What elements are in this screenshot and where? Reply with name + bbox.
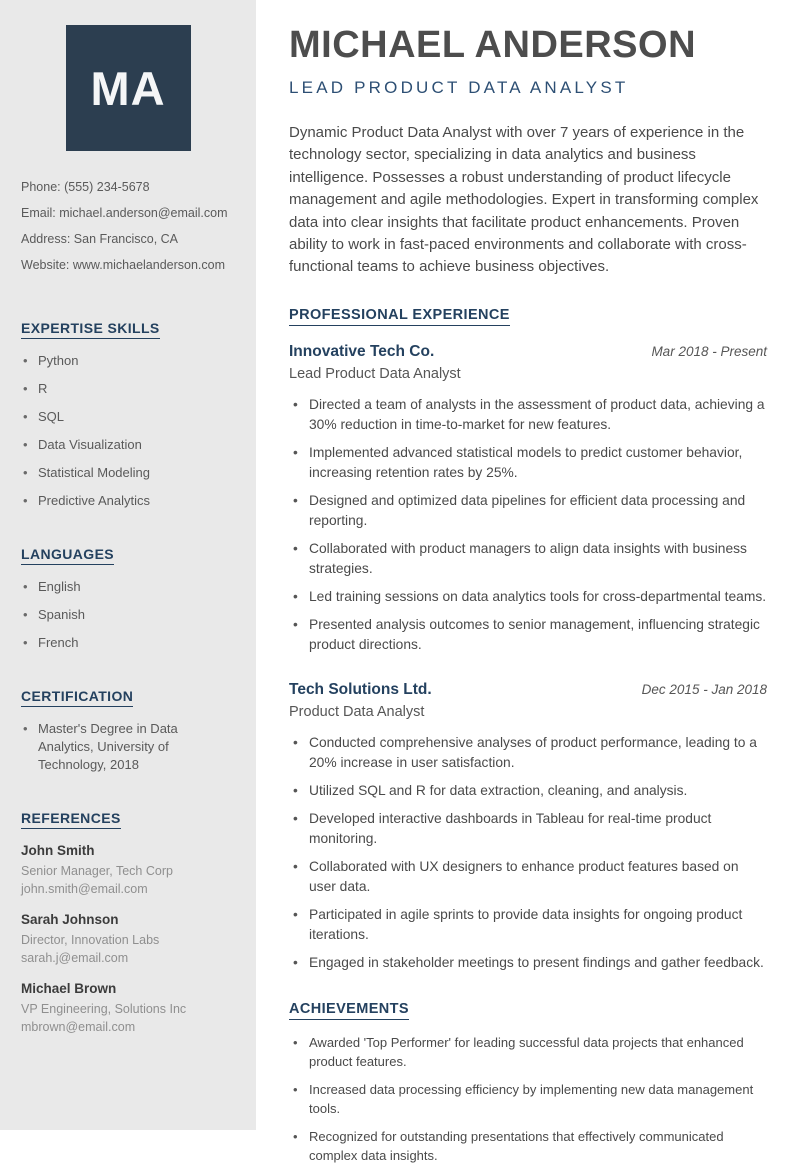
references-heading: REFERENCES (21, 810, 121, 829)
skill-item: • Predictive Analytics (21, 492, 235, 510)
skill-item: • R (21, 380, 235, 398)
job-dates: Mar 2018 - Present (651, 343, 767, 359)
section-references (21, 810, 235, 1036)
job-company: Innovative Tech Co. (289, 342, 435, 360)
job-company: Tech Solutions Ltd. (289, 680, 432, 698)
expertise-skills-heading: EXPERTISE SKILLS (21, 320, 160, 339)
job-dates: Dec 2015 - Jan 2018 (641, 681, 767, 697)
job-bullet: • Implemented advanced statistical models to predict customer behavior, increasing retention rates by 25%. (289, 443, 767, 483)
reference-email: sarah.j@email.com (21, 951, 129, 965)
language-item: • French (21, 634, 235, 652)
skill-item: • Data Visualization (21, 436, 235, 454)
job-entry (289, 681, 767, 973)
profile-summary: Dynamic Product Data Analyst with over 7 years of experience in the technology sector, specializing in data analytics and business intelligence. Possesses a robust understanding of product lifecycle management and agile methodologies. Expert in transforming complex data into clear insights that facilitate product enhancements. Proven ability to work in fast-paced environments and collaborate with cross-functional teams to achieve business objectives. (289, 124, 759, 276)
job-entry (289, 343, 767, 655)
job-bullet: • Led training sessions on data analytics tools for cross-departmental teams. (289, 587, 767, 607)
contact-website: Website: www.michaelanderson.com (21, 258, 226, 272)
job-bullet: • Collaborated with product managers to align data insights with business strategies. (289, 539, 767, 579)
candidate-title: LEAD PRODUCT DATA ANALYST (289, 78, 629, 97)
job-bullet: • Engaged in stakeholder meetings to present findings and gather feedback. (289, 953, 767, 973)
job-bullet: • Directed a team of analysts in the assessment of product data, achieving a 30% reduction in time-to-market for new features. (289, 395, 767, 435)
language-item: • English (21, 578, 235, 596)
reference-email: john.smith@email.com (21, 882, 148, 896)
resume-main (289, 0, 767, 1174)
section-expertise-skills (21, 320, 235, 510)
experience-heading: PROFESSIONAL EXPERIENCE (289, 307, 510, 326)
job-bullet-list (289, 733, 767, 973)
section-languages (21, 546, 235, 652)
languages-list (21, 578, 235, 652)
reference-name: John Smith (21, 843, 95, 858)
language-item: • Spanish (21, 606, 235, 624)
job-role: Product Data Analyst (289, 703, 425, 720)
job-bullet: • Presented analysis outcomes to senior management, influencing strategic product directions. (289, 615, 767, 655)
reference-role: Director, Innovation Labs (21, 933, 160, 947)
achievements-list (289, 1033, 767, 1165)
reference-email: mbrown@email.com (21, 1020, 136, 1034)
contact-info (21, 174, 235, 278)
certification-item: • Master's Degree in Data Analytics, University of Technology, 2018 (21, 720, 235, 774)
job-role: Lead Product Data Analyst (289, 365, 461, 382)
skill-item: • Statistical Modeling (21, 464, 235, 482)
contact-email: Email: michael.anderson@email.com (21, 206, 228, 220)
reference-name: Sarah Johnson (21, 912, 119, 927)
section-professional-experience (289, 306, 767, 973)
job-header (289, 681, 767, 699)
reference-entry (21, 912, 235, 967)
achievement-item: • Recognized for outstanding presentations that effectively communicated complex data insights. (289, 1127, 767, 1165)
languages-heading: LANGUAGES (21, 546, 114, 565)
section-achievements (289, 1000, 767, 1165)
candidate-name: MICHAEL ANDERSON (289, 24, 697, 66)
job-bullet: • Developed interactive dashboards in Tableau for real-time product monitoring. (289, 809, 767, 849)
skills-list (21, 352, 235, 510)
achievement-item: • Increased data processing efficiency by implementing new data management tools. (289, 1080, 767, 1118)
job-header (289, 343, 767, 361)
job-bullet: • Collaborated with UX designers to enhance product features based on user data. (289, 857, 767, 897)
job-bullet: • Designed and optimized data pipelines for efficient data processing and reporting. (289, 491, 767, 531)
skill-item: • SQL (21, 408, 235, 426)
monogram-initials: MA (90, 61, 166, 115)
certification-list (21, 720, 235, 774)
section-certification (21, 688, 235, 774)
certification-heading: CERTIFICATION (21, 688, 133, 707)
monogram-avatar (66, 25, 191, 151)
reference-name: Michael Brown (21, 981, 117, 996)
reference-entry (21, 843, 235, 898)
job-bullet: • Participated in agile sprints to provide data insights for ongoing product iterations. (289, 905, 767, 945)
reference-entry (21, 981, 235, 1036)
achievements-heading: ACHIEVEMENTS (289, 1001, 409, 1020)
contact-phone: Phone: (555) 234-5678 (21, 180, 150, 194)
contact-address: Address: San Francisco, CA (21, 232, 179, 246)
reference-role: VP Engineering, Solutions Inc (21, 1002, 187, 1016)
job-bullet-list (289, 395, 767, 655)
reference-role: Senior Manager, Tech Corp (21, 864, 173, 878)
job-bullet: • Conducted comprehensive analyses of product performance, leading to a 20% increase in user satisfaction. (289, 733, 767, 773)
achievement-item: • Awarded 'Top Performer' for leading successful data projects that enhanced product features. (289, 1033, 767, 1071)
resume-sidebar (0, 0, 256, 1130)
skill-item: • Python (21, 352, 235, 370)
job-bullet: • Utilized SQL and R for data extraction, cleaning, and analysis. (289, 781, 767, 801)
